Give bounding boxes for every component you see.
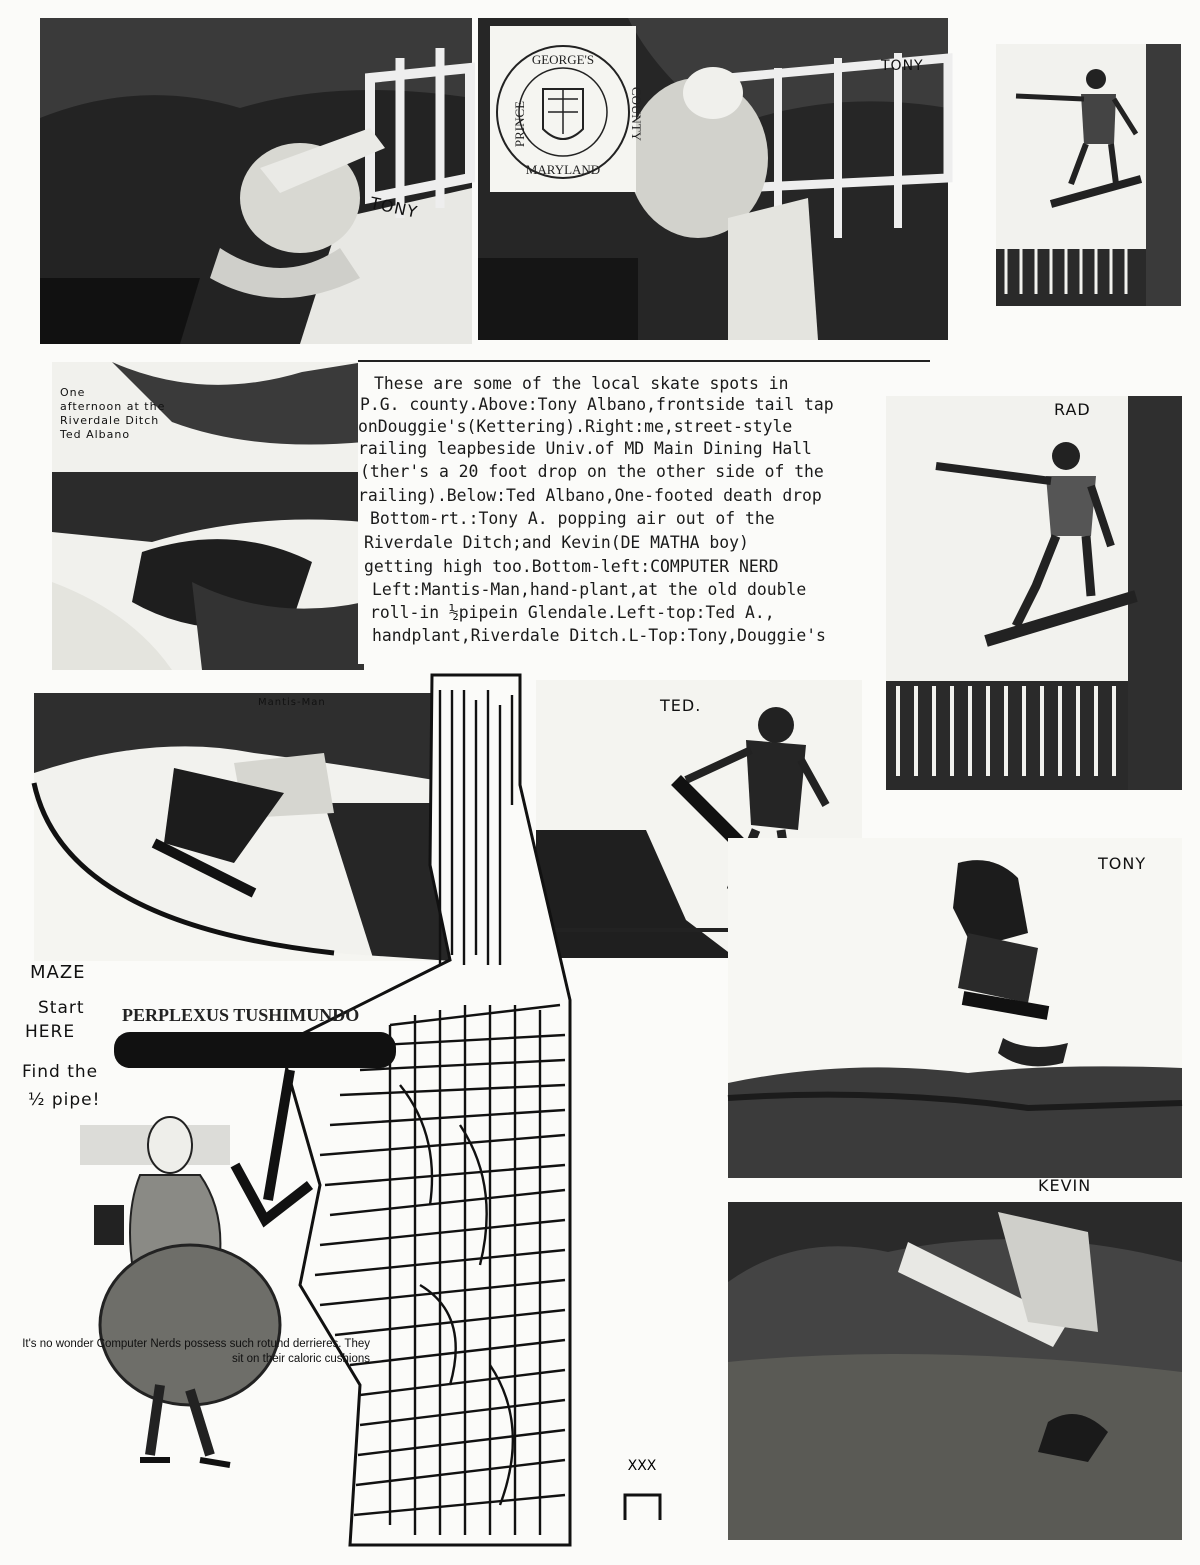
photo-label: TED.: [660, 696, 702, 715]
caption-line: onDouggie's(Kettering).Right:me,street-style: [358, 417, 793, 436]
caption-line: getting high too.Bottom-left:COMPUTER NERD: [364, 557, 779, 576]
caption-line: (ther's a 20 foot drop on the other side of the: [360, 462, 824, 481]
svg-text:MARYLAND: MARYLAND: [525, 162, 601, 177]
caption-line: Bottom-rt.:Tony A. popping air out of the: [370, 509, 775, 528]
caption-line: railing).Below:Ted Albano,One-footed death drop: [358, 486, 822, 505]
svg-text:PRINCE: PRINCE: [512, 100, 527, 148]
riverdale-note-4: Ted Albano: [60, 428, 131, 441]
riverdale-note-2: afternoon at the: [60, 400, 166, 413]
photo-riverdale-ditch: [52, 362, 364, 670]
svg-text:GEORGE'S: GEORGE'S: [531, 52, 595, 67]
county-seal-icon: [488, 24, 644, 194]
photo-tony-popping-air: [728, 838, 1182, 1178]
photo-label: KEVIN: [1038, 1176, 1092, 1195]
photo-kevin-ditch: [728, 1176, 1182, 1540]
photo-rad-railing: [886, 396, 1182, 790]
photo-label: RAD: [1054, 400, 1091, 419]
nerd-banner: PERPLEXUS TUSHIMUNDO: [122, 1005, 360, 1025]
svg-text:COUNTY: COUNTY: [629, 86, 644, 142]
caption-line: railing leapbeside Univ.of MD Main Dining Hall: [358, 439, 812, 458]
riverdale-note-1: One: [60, 386, 86, 399]
photo-label: TONY: [368, 193, 420, 222]
caption-line: handplant,Riverdale Ditch.L-Top:Tony,Douggie's: [372, 626, 826, 645]
caption-line: roll-in ½pipein Glendale.Left-top:Ted A.,: [370, 603, 775, 622]
photo-railing-leap: [996, 44, 1181, 306]
computer-nerd-illustration: [80, 1105, 300, 1495]
photo-tony-douggies-left: [40, 18, 472, 344]
maze-label: MAZE: [30, 962, 86, 983]
maze-start-label: HERE: [25, 1022, 76, 1042]
nerd-caption: It's no wonder Computer Nerds possess such rotund derrieres. They sit on their caloric cushions: [22, 1338, 370, 1365]
photo-label: Mantis-Man: [258, 697, 326, 708]
riverdale-note-3: Riverdale Ditch: [60, 414, 160, 427]
caption-line: P.G. county.Above:Tony Albano,frontside tail tap: [360, 395, 834, 414]
maze-find-label: ½ pipe!: [28, 1090, 101, 1110]
caption-line: These are some of the local skate spots in: [374, 374, 789, 393]
photo-label: TONY: [881, 58, 924, 74]
caption-line: Left:Mantis-Man,hand-plant,at the old double: [372, 580, 807, 599]
photo-tony-douggies-middle: [478, 18, 948, 340]
caption-line: Riverdale Ditch;and Kevin(DE MATHA boy): [364, 533, 749, 552]
svg-text:XXX: XXX: [627, 1458, 657, 1474]
maze-find-label: Find the: [22, 1062, 99, 1082]
skate-spots-caption: [358, 360, 930, 664]
maze-start-label: Start: [38, 998, 85, 1018]
photo-label: TONY: [1098, 854, 1147, 873]
